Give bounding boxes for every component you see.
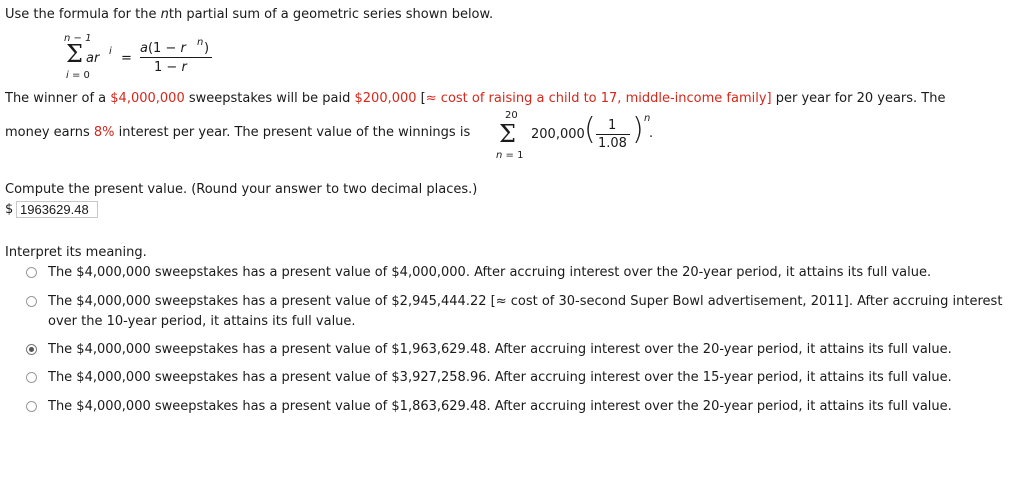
pv-fraction-numerator: 1 [608, 118, 617, 133]
equals-sign: = [121, 51, 132, 66]
fraction-bar [140, 57, 212, 58]
formula-numerator: a(1 − r [140, 41, 186, 56]
interest-rate: 8% [93, 125, 115, 140]
sum-term-exponent: i [109, 46, 112, 57]
option-radio[interactable] [26, 401, 37, 412]
option-label[interactable]: The $4,000,000 sweepstakes has a present value of $1,863,629.48. After accruing interest over the 20-year period, it attains its full value. [48, 399, 952, 414]
option-label[interactable]: The $4,000,000 sweepstakes has a present value of $1,963,629.48. After accruing interest over the 20-year period, it attains its full value. [48, 342, 952, 357]
pv-sum-upper-limit: 20 [505, 110, 518, 121]
sum-lower-limit: i = 0 [66, 70, 90, 81]
sum-upper-limit: n − 1 [64, 33, 92, 44]
option-radio-selected[interactable] [26, 344, 37, 355]
pv-coefficient: 200,000 [531, 127, 585, 142]
right-paren: ) [632, 112, 644, 147]
left-paren: ( [584, 112, 596, 147]
pv-sum-lower-limit: n = 1 [496, 150, 524, 161]
answer-value: 1963629.48 [20, 202, 89, 217]
option-radio[interactable] [26, 267, 37, 278]
numerator-exponent: n [197, 37, 204, 48]
sigma-icon: Σ [66, 40, 83, 68]
problem-line-2: money earns 8% interest per year. The present value of the winnings is [5, 125, 471, 140]
annual-payment: $200,000 [354, 91, 417, 106]
numerator-close: ) [204, 41, 210, 56]
option-label[interactable]: The $4,000,000 sweepstakes has a present value of $2,945,444.22 [≈ cost of 30-second Super Bowl advertisement, 2011]. After accruing interest over the 10-year period, it attains its full value. [48, 294, 1003, 329]
option-label[interactable]: The $4,000,000 sweepstakes has a present value of $4,000,000. After accruing interest over the 20-year period, it attains its full value. [48, 265, 932, 280]
pv-period: . [649, 126, 654, 141]
payment-note: ≈ cost of raising a child to 17, middle-income family] [425, 91, 772, 106]
option-label[interactable]: The $4,000,000 sweepstakes has a present value of $3,927,258.96. After accruing interest over the 15-year period, it attains its full value. [48, 370, 952, 385]
currency-symbol: $ [5, 202, 14, 217]
prize-amount: $4,000,000 [110, 91, 185, 106]
interpret-prompt: Interpret its meaning. [5, 245, 147, 260]
compute-prompt: Compute the present value. (Round your answer to two decimal places.) [5, 182, 478, 197]
instruction-text: Use the formula for the nth partial sum of a geometric series shown below. [5, 7, 494, 22]
answer-input[interactable] [16, 201, 98, 218]
formula-denominator: 1 − r [154, 60, 187, 75]
option-radio[interactable] [26, 296, 37, 307]
pv-fraction-denominator: 1.08 [598, 136, 627, 151]
sigma-icon: Σ [499, 120, 516, 148]
pv-fraction-bar [596, 134, 630, 135]
problem-line-1: The winner of a $4,000,000 sweepstakes will be paid $200,000 [≈ cost of raising a child to 17, middle-income family] per year for 20 years. The [5, 91, 946, 106]
option-radio[interactable] [26, 372, 37, 383]
sum-term: ar [86, 51, 100, 66]
pv-exponent: n [644, 113, 651, 124]
